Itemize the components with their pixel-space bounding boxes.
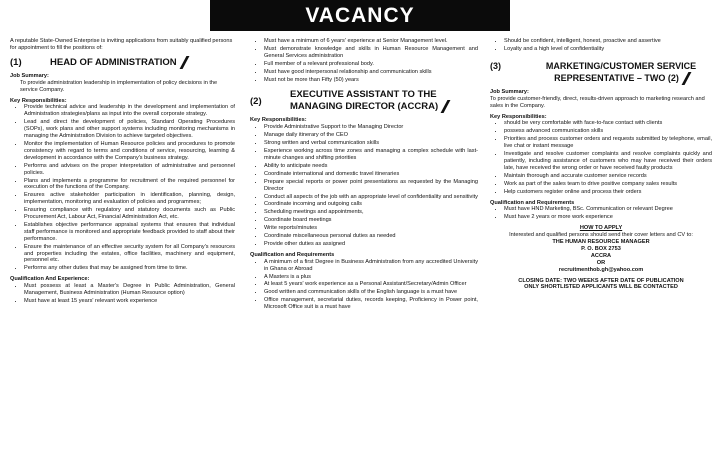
list-item: • Must have 2 years or more work experience xyxy=(504,214,712,221)
qualification-list-continued xyxy=(250,38,478,83)
list-item: • Office management, secretarial duties, records keeping, Proficiency in Power point, Microsoft Office suit is a must have xyxy=(264,297,478,311)
list-item: • Good written and communication skills of the English language is a must have xyxy=(264,289,478,296)
list-item: • Manage daily itinerary of the CEO xyxy=(264,132,478,139)
how-to-apply-heading: HOW TO APPLY xyxy=(579,225,623,232)
qualification-heading: Qualification and Requirements xyxy=(250,251,335,258)
column-1 xyxy=(10,38,235,306)
qualification-heading: Qualification and Requirements xyxy=(490,199,575,206)
list-item: • Strong written and verbal communication skills xyxy=(264,140,478,147)
list-item: • Plans and implements a programme for recruitment of the required personnel for execution of the functions of the Company. xyxy=(24,178,235,192)
list-item: • Provide Administrative Support to the Managing Director xyxy=(264,124,478,131)
key-responsibilities-heading: Key Responsibilities: xyxy=(10,97,67,104)
job-summary-heading: Job Summary: xyxy=(490,88,529,95)
list-item: • Investigate and resolve customer complaints and resolve complaints quickly and patiently, including assistance of customers who may have received their orders late, have received the wrong order or have received faulty products xyxy=(504,151,712,172)
qualification-list xyxy=(490,206,712,221)
list-item: • Must have HND Marketing, BSc. Communication or relevant Degree xyxy=(504,206,712,213)
key-responsibilities-heading: Key Responsibilities: xyxy=(250,117,307,124)
list-item: • At least 5 years' work experience as a Personal Assistant/Secretary/Admin Officer xyxy=(264,281,478,288)
column-3 xyxy=(490,38,712,291)
position-3-heading: (3) MARKETING/CUSTOMER SERVICE REPRESENTATIVE – TWO (2) xyxy=(490,61,712,85)
qualification-list-continued xyxy=(490,38,712,53)
list-item: • Coordinate miscellaneous personal duties as needed xyxy=(264,233,478,240)
list-item: • Work as part of the sales team to drive positive company sales results xyxy=(504,181,712,188)
job-summary-heading: Job Summary: xyxy=(10,72,49,79)
address-line-3: ACCRA xyxy=(590,252,612,259)
column-2 xyxy=(250,38,478,312)
list-item: • Coordinate incoming and outgoing calls xyxy=(264,201,478,208)
list-item: • Ensures active stakeholder participation in identification, planning, design, implementation, monitoring and evaluation of policies and programmes; xyxy=(24,192,235,206)
list-item: • Must have at least 15 years' relevant work experience xyxy=(24,298,235,305)
list-item: • Experience working across time zones and managing a complex schedule with last-minute changes and shifting priorities xyxy=(264,148,478,162)
list-item: • Monitor the implementation of Human Resource policies and procedures to promote consistency with regard to terms and conditions of service, resourcing, learning & development in accordance with the Company's business strategy. xyxy=(24,141,235,162)
address-line-1: THE HUMAN RESOURCE MANAGER xyxy=(552,239,650,246)
address-line-2: P. O. BOX 2753 xyxy=(581,245,621,252)
list-item: • Must not be more than Fifty (50) years xyxy=(264,77,478,84)
list-item: • should be very comfortable with face-to-face contact with clients xyxy=(504,120,712,127)
list-item: • Coordinate international and domestic travel itineraries xyxy=(264,171,478,178)
qualification-list xyxy=(250,259,478,311)
list-item: • Ensure the maintenance of an effective security system for all Company's resources and properties including the estates, office facilities, machinery and equipment, personnel etc. xyxy=(24,244,235,265)
list-item: • Priorities and process customer orders and requests submitted by telephone, email, live chat or instant message xyxy=(504,136,712,150)
slash-mark-icon xyxy=(179,56,189,69)
list-item: • Must have good interpersonal relationship and communication skills xyxy=(264,69,478,76)
qualification-list xyxy=(10,283,235,305)
list-item: • Should be confident, intelligent, honest, proactive and assertive xyxy=(504,38,712,45)
shortlist-note: ONLY SHORTLISTED APPLICANTS WILL BE CONTACTED xyxy=(524,284,678,291)
list-item: • Establishes objective performance appraisal systems that ensures that individual staff performance is monitored and appropriate feedback provided to staff about their performance. xyxy=(24,222,235,243)
list-item: • Prepare special reports or power point presentations as requested by the Managing Director xyxy=(264,179,478,193)
list-item: • possess advanced communication skills xyxy=(504,128,712,135)
list-item: • Write reports/minutes xyxy=(264,225,478,232)
vacancy-banner: VACANCY xyxy=(210,0,510,31)
list-item: • Scheduling meetings and appointments, xyxy=(264,209,478,216)
slash-mark-icon xyxy=(681,72,691,85)
slash-mark-icon xyxy=(441,100,451,113)
list-item: • Ensuring compliance with regulatory and statutory documents such as Public Procurement Act, Labour Act, Financial Administration Act, etc. xyxy=(24,207,235,221)
responsibilities-list xyxy=(490,120,712,195)
list-item: • Maintain thorough and accurate customer service records xyxy=(504,173,712,180)
responsibilities-list xyxy=(10,104,235,272)
apply-instructions: Interested and qualified persons should send their cover letters and CV to: xyxy=(509,232,693,239)
or-label: OR xyxy=(596,259,606,266)
list-item: • Must have a minimum of 6 years' experience at Senior Management level. xyxy=(264,38,478,45)
list-item: • Performs any other duties that may be assigned from time to time. xyxy=(24,265,235,272)
list-item: • A minimum of a first Degree in Business Administration from any accredited University in Ghana or Abroad xyxy=(264,259,478,273)
list-item: • Performs and advises on the proper interpretation of administrative and personnel policies. xyxy=(24,163,235,177)
list-item: • Coordinate board meetings xyxy=(264,217,478,224)
job-summary-text: To provide customer-friendly, direct, results-driven approach to marketing research and sales in the Company. xyxy=(490,95,705,109)
list-item: • Must demonstrate knowledge and skills in Human Resource Management and General Services administration xyxy=(264,46,478,60)
position-2-heading: (2) EXECUTIVE ASSISTANT TO THE MANAGING DIRECTOR (ACCRA) xyxy=(250,89,478,113)
intro-text: A reputable State-Owned Enterprise is inviting applications from suitably qualified persons for appointment to fill the positions of: xyxy=(10,38,233,51)
list-item: • Provide other duties as assigned xyxy=(264,241,478,248)
key-responsibilities-heading: Key Responsibilities: xyxy=(490,113,547,120)
list-item: • Full member of a relevant professional body. xyxy=(264,61,478,68)
qualification-heading: Qualification And Experience: xyxy=(10,276,90,283)
list-item: • Conduct all aspects of the job with an appropriate level of confidentiality and sensitivity xyxy=(264,194,478,201)
position-1-heading: (1) HEAD OF ADMINISTRATION xyxy=(10,56,235,69)
responsibilities-list xyxy=(250,124,478,248)
list-item: • Help customers register online and process their orders xyxy=(504,189,712,196)
list-item: • Must possess at least a Master's Degree in Public Administration, General Management, Business Administration (Human Resource option) xyxy=(24,283,235,297)
list-item: • A Masters is a plus xyxy=(264,274,478,281)
list-item: • Ability to anticipate needs xyxy=(264,163,478,170)
job-summary-text: To provide administration leadership in implementation of policy decisions in the service Company. xyxy=(20,79,218,93)
email-address: recruitmenthob.gh@yahoo.com xyxy=(558,266,644,273)
list-item: • Loyalty and a high level of confidentiality xyxy=(504,46,712,53)
list-item: • Lead and direct the development of policies, Standard Operating Procedures (SOPs), work plans and other support systems including monitoring mechanisms in managing the Administration Division to achieve targeted objectives. xyxy=(24,119,235,140)
closing-date: CLOSING DATE: TWO WEEKS AFTER DATE OF PUBLICATION xyxy=(518,277,684,284)
list-item: • Provide technical advice and leadership in the development and implementation of Administration strategies/plans as input into the overall corporate strategy. xyxy=(24,104,235,118)
